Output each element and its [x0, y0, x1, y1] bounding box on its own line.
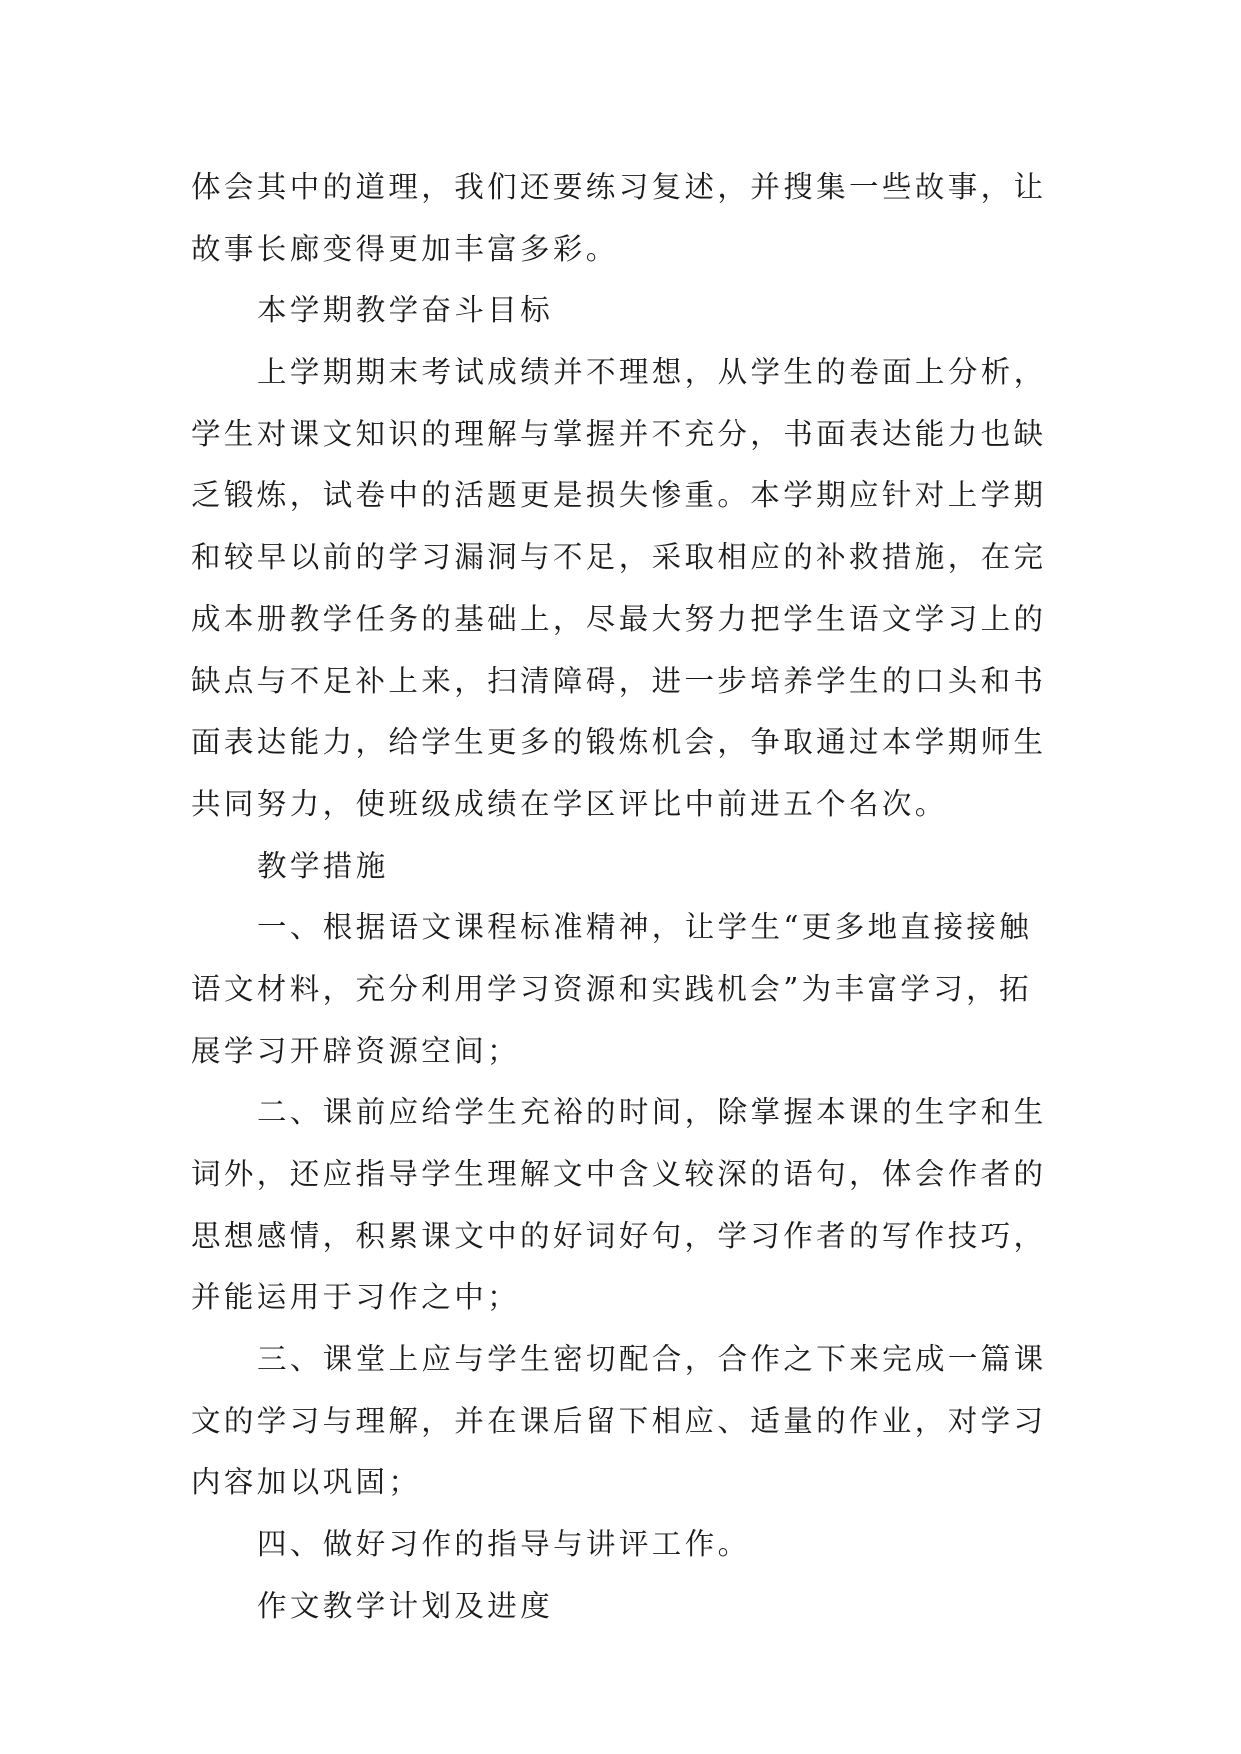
text-line: 文的学习与理解，并在课后留下相应、适量的作业，对学习 — [191, 1403, 1047, 1438]
text-line: 共同努力，使班级成绩在学区评比中前进五个名次。 — [191, 786, 948, 821]
text-line: 并能运用于习作之中； — [191, 1280, 521, 1315]
text-line: 和较早以前的学习漏洞与不足，采取相应的补救措施，在完 — [191, 540, 1047, 575]
text-line: 上学期期末考试成绩并不理想，从学生的卷面上分析， — [257, 355, 1047, 390]
text-line: 词外，还应指导学生理解文中含义较深的语句，体会作者的 — [191, 1157, 1047, 1191]
text-line: 体会其中的道理，我们还要练习复述，并搜集一些故事，让 — [191, 170, 1047, 204]
text-line: 四、做好习作的指导与讲评工作。 — [257, 1527, 751, 1562]
text-line: 成本册教学任务的基础上，尽最大努力把学生语文学习上的 — [191, 601, 1047, 636]
text-line: 内容加以巩固； — [191, 1465, 422, 1500]
section-heading: 本学期教学奋斗目标 — [257, 293, 554, 328]
text-line: 展学习开辟资源空间； — [191, 1033, 521, 1068]
document-body — [191, 157, 1066, 1638]
section-heading: 教学措施 — [257, 848, 389, 883]
text-line: 乏锻炼，试卷中的活题更是损失惨重。本学期应针对上学期 — [191, 478, 1047, 513]
text-line: 三、课堂上应与学生密切配合，合作之下来完成一篇课 — [257, 1342, 1047, 1377]
section-heading: 作文教学计划及进度 — [257, 1588, 554, 1623]
text-line: 学生对课文知识的理解与掌握并不充分，书面表达能力也缺 — [191, 416, 1047, 451]
text-line: 语文材料，充分利用学习资源和实践机会”为丰富学习，拓 — [191, 971, 1032, 1006]
text-line: 二、课前应给学生充裕的时间，除掌握本课的生字和生 — [257, 1095, 1047, 1130]
text-line: 故事长廊变得更加丰富多彩。 — [191, 231, 619, 266]
text-line: 思想感情，积累课文中的好词好句，学习作者的写作技巧， — [191, 1218, 1047, 1253]
text-line: 一、根据语文课程标准精神，让学生“更多地直接接触 — [257, 910, 1033, 945]
text-line: 缺点与不足补上来，扫清障碍，进一步培养学生的口头和书 — [191, 663, 1047, 698]
text-line: 面表达能力，给学生更多的锻炼机会，争取通过本学期师生 — [191, 725, 1047, 760]
